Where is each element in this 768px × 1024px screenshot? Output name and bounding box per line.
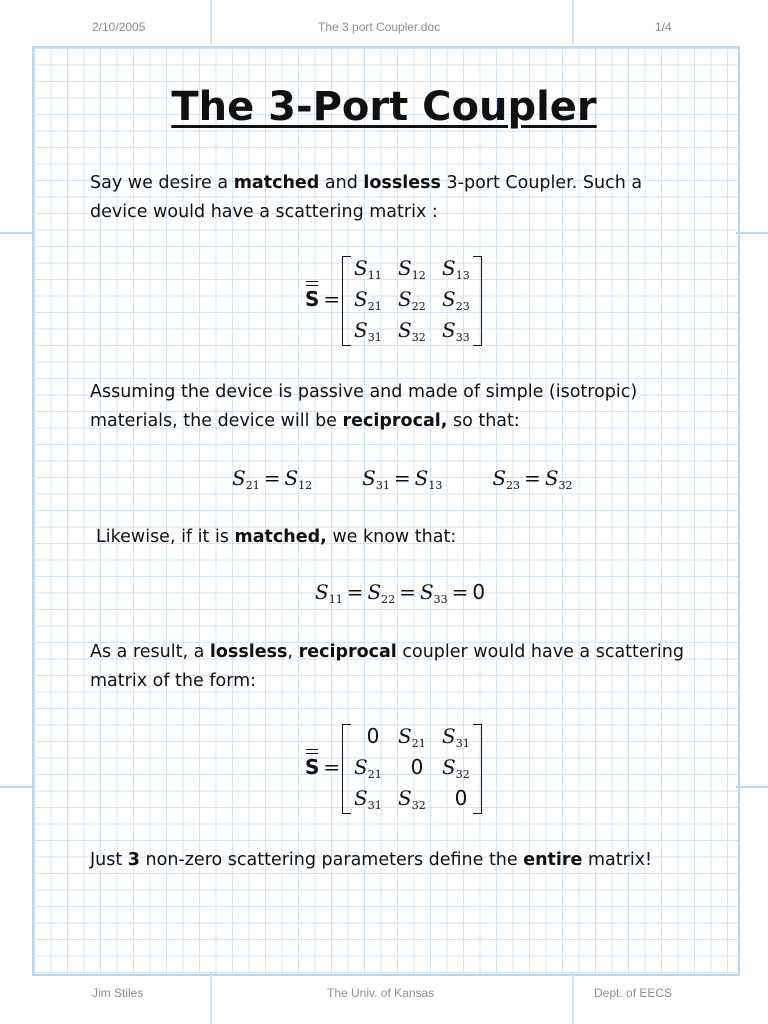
paragraph-result (90, 638, 690, 696)
s-parameter (398, 256, 426, 280)
header-page-number: 1/4 (655, 20, 672, 34)
equals-sign: = (399, 580, 416, 604)
reciprocity-equations (232, 466, 573, 492)
s-subscript: 11 (328, 593, 343, 606)
equals-sign: = (263, 466, 281, 490)
s-subscript: 33 (433, 593, 448, 606)
bracket-left (342, 256, 351, 346)
matrix-2-lhs (305, 755, 344, 779)
matrix-cell (442, 318, 486, 344)
margin-marker (736, 786, 768, 788)
s-symbol: S (544, 466, 559, 490)
matrix-cell (442, 755, 486, 781)
margin-marker (0, 786, 32, 788)
s-parameter (354, 318, 382, 342)
s-parameter (545, 466, 573, 490)
s-parameter (492, 466, 520, 490)
matrix-cell (354, 318, 398, 344)
equals-sign: = (346, 580, 364, 604)
s-subscript: 13 (428, 479, 443, 492)
s-subscript: 32 (558, 479, 573, 492)
text: coupler would have a scattering matrix of the form: (90, 642, 684, 691)
header-filename: The 3 port Coupler.doc (318, 20, 441, 34)
s-subscript: 21 (411, 737, 426, 750)
s-symbol: S (232, 466, 246, 490)
s-parameter (354, 287, 382, 311)
equals-sign: = (393, 466, 411, 490)
reciprocity-equation (492, 466, 572, 492)
s-symbol: S (442, 287, 456, 311)
s-symbol: S (442, 724, 456, 748)
bold-text: reciprocal, (342, 411, 448, 431)
bold-text: matched, (234, 527, 327, 547)
matrix-cell (354, 256, 398, 282)
s-symbol: S (315, 580, 329, 604)
matrix-cell (398, 724, 442, 750)
s-subscript: 33 (455, 331, 470, 344)
equals-sign: = (451, 580, 469, 604)
matrix-cell (442, 256, 486, 282)
text: and (319, 173, 364, 193)
reciprocity-equation (232, 466, 312, 492)
matrix-cell: 0 (410, 755, 424, 779)
s-symbol: S (398, 287, 412, 311)
s-parameter (367, 580, 395, 604)
s-parameter (354, 786, 382, 810)
bold-text: entire (523, 850, 583, 870)
footer-department: Dept. of EECS (594, 986, 673, 1000)
matrix-cell (354, 755, 398, 781)
matrix-1-lhs (305, 287, 344, 311)
text: Say we desire a (90, 173, 234, 193)
s-symbol: S (442, 256, 456, 280)
s-symbol: S (354, 755, 368, 779)
header-divider (572, 0, 574, 44)
s-parameter (442, 724, 470, 748)
text: matrix! (582, 850, 653, 870)
header-divider (210, 0, 212, 44)
s-symbol: S (284, 466, 299, 490)
s-subscript: 32 (455, 768, 470, 781)
s-parameter (284, 466, 312, 490)
s-parameter (354, 755, 382, 779)
zero-value: 0 (472, 580, 486, 604)
matrix-cell (398, 256, 442, 282)
margin-marker (736, 232, 768, 234)
matrix-cell (354, 287, 398, 313)
page-footer (0, 980, 768, 1024)
s-symbol: S (398, 786, 412, 810)
equals-sign: = (323, 755, 341, 779)
text: Assuming the device is passive and made of simple (isotropic) materials, the device will be (90, 382, 638, 431)
text: Likewise, if it is (96, 527, 235, 547)
scattering-matrix-general (342, 256, 482, 346)
s-symbol: S (398, 724, 412, 748)
s-parameter (362, 466, 390, 490)
s-subscript: 31 (367, 799, 382, 812)
text: 3-port Coupler. Such a device would have a scattering matrix : (90, 173, 643, 222)
bold-text: reciprocal (298, 642, 397, 662)
matched-equation (315, 580, 485, 606)
s-subscript: 21 (367, 768, 382, 781)
text: Just (90, 850, 128, 870)
s-matrix-symbol: S (305, 287, 320, 311)
s-symbol: S (442, 755, 456, 779)
bracket-left (342, 724, 351, 814)
matrix-cell (442, 724, 486, 750)
page-title (0, 84, 768, 130)
s-parameter (354, 256, 382, 280)
s-parameter (415, 466, 443, 490)
s-parameter (398, 287, 426, 311)
s-subscript: 32 (411, 799, 426, 812)
s-symbol: S (362, 466, 376, 490)
bold-text: lossless (363, 173, 441, 193)
s-subscript: 22 (381, 593, 396, 606)
equals-sign: = (524, 466, 541, 490)
paragraph-reciprocal (90, 378, 690, 436)
page-header (0, 0, 768, 44)
bold-text: lossless (209, 642, 288, 662)
s-symbol: S (414, 466, 429, 490)
paragraph-conclusion (90, 846, 690, 875)
s-matrix-symbol: S (305, 755, 320, 779)
footer-university: The Univ. of Kansas (327, 986, 435, 1000)
title-text: The 3-Port Coupler (171, 84, 597, 130)
s-symbol: S (354, 318, 368, 342)
s-subscript: 32 (411, 331, 426, 344)
s-parameter (232, 466, 260, 490)
paragraph-matched (96, 523, 696, 552)
text: As a result, a (90, 642, 210, 662)
s-parameter (315, 580, 343, 604)
bold-text: 3 (127, 850, 140, 870)
s-parameter (398, 724, 426, 748)
reciprocity-equation (362, 466, 442, 492)
s-symbol: S (398, 256, 412, 280)
s-subscript: 21 (367, 300, 382, 313)
s-parameter (442, 256, 470, 280)
header-date: 2/10/2005 (92, 20, 146, 34)
s-subscript: 31 (367, 331, 382, 344)
s-subscript: 23 (455, 300, 470, 313)
matrix-cell: 0 (454, 786, 468, 810)
s-subscript: 12 (298, 479, 313, 492)
text: we know that: (326, 527, 457, 547)
text: non-zero scattering parameters define the (139, 850, 524, 870)
s-parameter (442, 318, 470, 342)
matrix-cell (398, 287, 442, 313)
s-symbol: S (354, 287, 368, 311)
matrix-cell (398, 786, 442, 812)
s-symbol: S (367, 580, 382, 604)
text: so that: (447, 411, 520, 431)
s-subscript: 11 (367, 269, 382, 282)
matrix-cell (354, 786, 398, 812)
s-subscript: 23 (506, 479, 521, 492)
margin-marker (0, 232, 32, 234)
s-parameter (398, 786, 426, 810)
s-symbol: S (419, 580, 434, 604)
s-parameter (398, 318, 426, 342)
scattering-matrix-reciprocal (342, 724, 482, 814)
s-parameter (420, 580, 448, 604)
s-symbol: S (354, 786, 368, 810)
paragraph-intro (90, 169, 690, 227)
s-subscript: 31 (375, 479, 390, 492)
s-subscript: 21 (245, 479, 260, 492)
bold-text: matched (233, 173, 320, 193)
s-symbol: S (492, 466, 507, 490)
matrix-cell (398, 318, 442, 344)
equals-sign: = (323, 287, 341, 311)
matrix-cell (442, 287, 486, 313)
s-subscript: 13 (455, 269, 470, 282)
s-subscript: 12 (411, 269, 426, 282)
s-symbol: S (398, 318, 412, 342)
matrix-cell: 0 (366, 724, 380, 748)
footer-author: Jim Stiles (92, 986, 144, 1000)
s-subscript: 22 (411, 300, 426, 313)
s-parameter (442, 755, 470, 779)
s-parameter (442, 287, 470, 311)
text: , (287, 642, 299, 662)
s-symbol: S (442, 318, 456, 342)
s-symbol: S (354, 256, 368, 280)
s-subscript: 31 (455, 737, 470, 750)
